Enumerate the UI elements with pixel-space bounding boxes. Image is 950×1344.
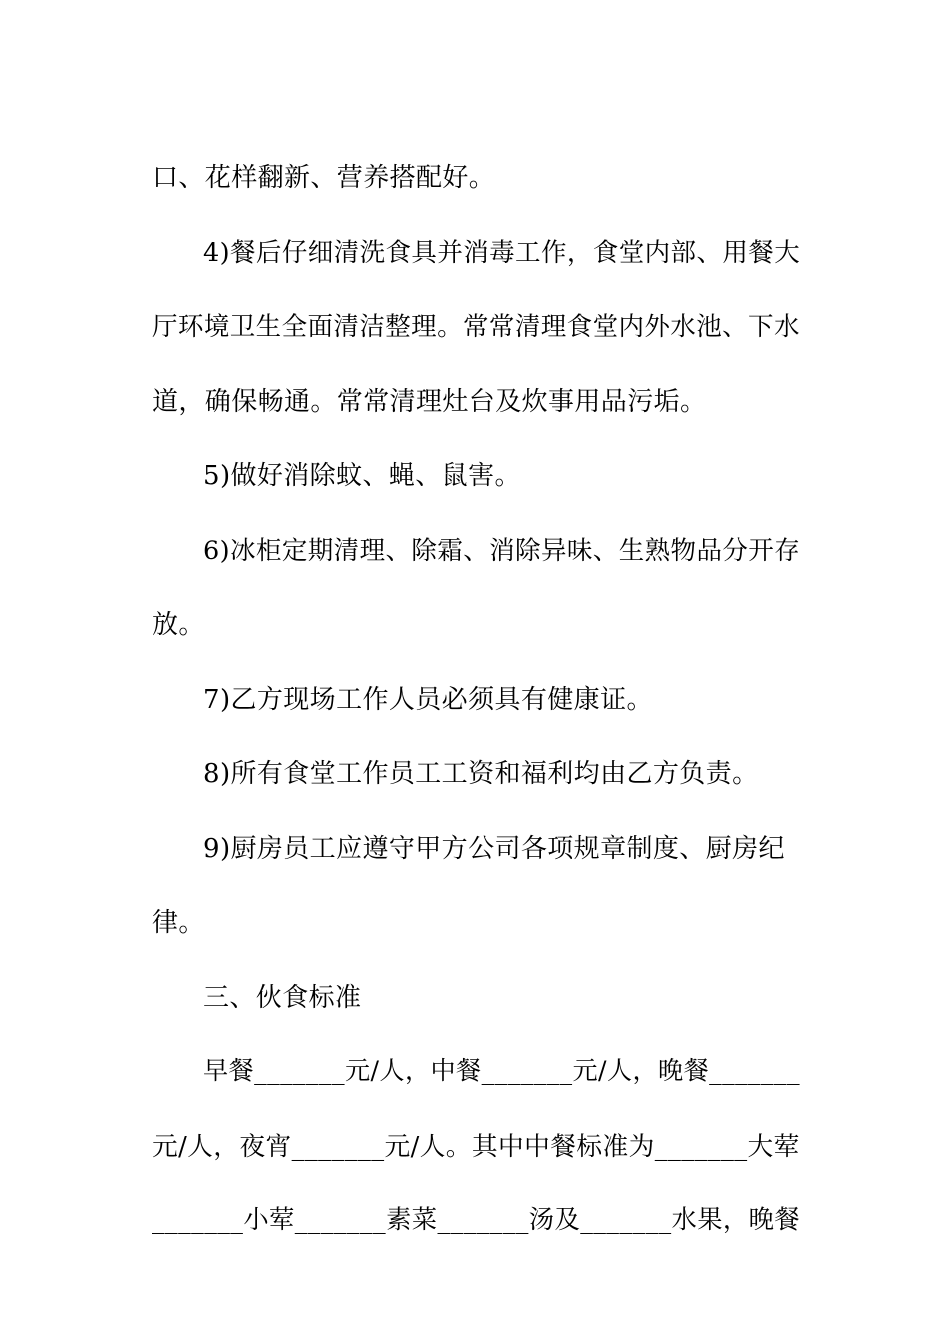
paragraph-line: 8)所有食堂工作员工工资和福利均由乙方负责。: [203, 759, 759, 789]
paragraph-line: 元/人，夜宵_______元/人。其中中餐标准为_______大荤: [152, 1131, 800, 1162]
paragraph-line: 律。: [152, 908, 205, 938]
paragraph-line: 5)做好消除蚊、蝇、鼠害。: [203, 461, 521, 491]
paragraph-line: 早餐_______元/人，中餐_______元/人，晚餐_______: [203, 1056, 800, 1086]
paragraph-line: 4)餐后仔细清洗食具并消毒工作，食堂内部、用餐大: [203, 237, 801, 268]
paragraph-line: 7)乙方现场工作人员必须具有健康证。: [203, 685, 653, 715]
paragraph-line: 放。: [152, 610, 205, 640]
paragraph-line: _______小荤_______素菜_______汤及_______水果，晚餐: [152, 1205, 801, 1235]
paragraph-line: 9)厨房员工应遵守甲方公司各项规章制度、厨房纪: [203, 834, 785, 864]
section-heading: 三、伙食标准: [203, 983, 362, 1013]
paragraph-line: 道，确保畅通。常常清理灶台及炊事用品污垢。: [152, 387, 707, 417]
paragraph-line: 口、花样翻新、营养搭配好。: [152, 163, 496, 193]
paragraph-line: 厅环境卫生全面清洁整理。常常清理食堂内外水池、下水: [152, 311, 800, 342]
paragraph-line: 6)冰柜定期清理、除霜、消除异味、生熟物品分开存: [203, 535, 801, 566]
